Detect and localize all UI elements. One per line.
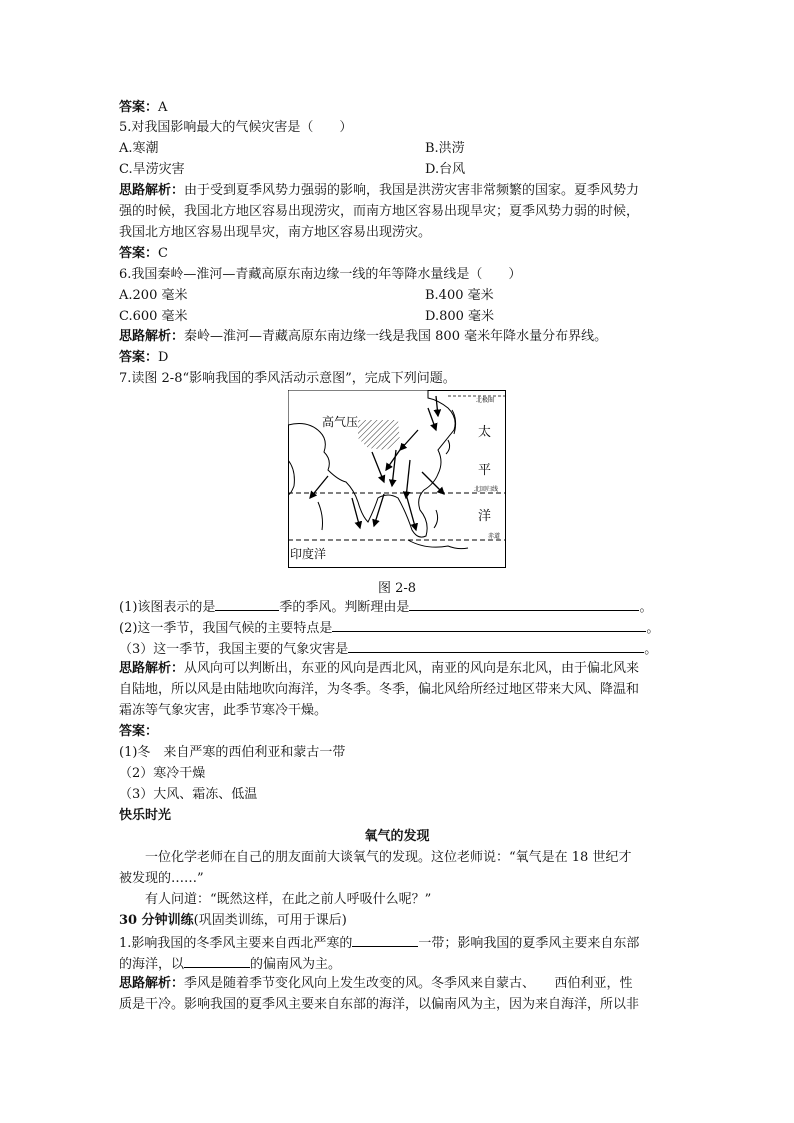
drill-question-1-line-2: 的海洋，以 的偏南风为主。 (119, 953, 341, 975)
answer-7-part-3: （3）大风、霜冻、低温 (119, 787, 258, 802)
question-6: 6.我国秦岭—淮河—青藏高原东南边缘一线的年等降水量线是（ ） (119, 267, 522, 282)
story-line-2: 被发现的……” (119, 871, 204, 886)
question-7-explanation-2: 自陆地，所以风是由陆地吹向海洋，为冬季。冬季，偏北风给所经过地区带来大风、降温和 (119, 682, 640, 697)
blank-weather-disasters[interactable] (348, 638, 644, 653)
drill-question-1-explanation-2: 质是干冷。影响我国的夏季风主要来自东部的海洋，以偏南风为主，因为来自海洋，所以非 (119, 997, 640, 1012)
map-label-indian-ocean: 印度洋 (290, 547, 327, 561)
answer-6: 答案：D (119, 350, 169, 365)
answer-7-label: 答案： (119, 724, 159, 739)
answer-7-part-2: （2）寒冷干燥 (119, 766, 206, 781)
map-label-equator: 赤道 (488, 533, 501, 540)
question-5: 5.对我国影响最大的气候灾害是（ ） (119, 120, 353, 135)
question-7-explanation-1: 思路解析：从风向可以判断出，东亚的风向是西北风，南亚的风向是东北风，由于偏北风来 (119, 661, 640, 676)
question-6-explanation: 思路解析：秦岭—淮河—青藏高原东南边缘一线是我国 800 毫米年降水量分布界线。 (119, 329, 608, 344)
section-happy-time: 快乐时光 (119, 808, 172, 823)
map-label-tropic-of-cancer: 北回归线 (474, 486, 499, 493)
question-5-options-ab: A.寒潮 B.洪涝 (119, 141, 465, 156)
question-5-explanation-1: 思路解析：由于受到夏季风势力强弱的影响，我国是洪涝灾害非常频繁的国家。夏季风势力 (119, 183, 640, 198)
drill-question-1-explanation-1: 思路解析：季风是随着季节变化风向上发生改变的风。冬季风来自蒙古、 西伯利亚，性 (119, 976, 633, 991)
story-line-1: 一位化学老师在自己的朋友面前大谈氧气的发现。这位老师说：“氧气是在 18 世纪才 (145, 850, 632, 865)
drill-question-1-line-1: 1.影响我国的冬季风主要来自西北严寒的 一带；影响我国的夏季风主要来自东部 (119, 932, 639, 954)
story-line-3: 有人问道：“既然这样，在此之前人呼吸什么呢？” (145, 892, 432, 907)
map-label-pacific-3: 洋 (478, 509, 492, 524)
question-5-explanation-2: 强的时候，我国北方地区容易出现涝灾，而南方地区容易出现旱灾；夏季风势力弱的时候， (119, 204, 640, 219)
question-5-explanation-3: 我国北方地区容易出现旱灾，南方地区容易出现涝灾。 (119, 225, 432, 240)
question-7-part-1: (1)该图表示的是 季的季风。判断理由是 。 (119, 596, 652, 618)
blank-reason[interactable] (409, 596, 639, 611)
blank-winter-source[interactable] (352, 932, 418, 947)
map-label-arctic-circle: 北极圈 (476, 397, 495, 404)
answer-7-part-1: (1)冬 来自严寒的西伯利亚和蒙古一带 (119, 745, 346, 760)
map-label-pacific-2: 平 (478, 463, 492, 478)
blank-climate-features[interactable] (332, 617, 646, 632)
question-7-explanation-3: 霜冻等气象灾害，此季节寒冷干燥。 (119, 703, 328, 718)
story-title: 氧气的发现 (364, 829, 430, 844)
question-7: 7.读图 2-8“影响我国的季风活动示意图”，完成下列问题。 (119, 371, 456, 386)
section-30-minute-drill: 30 分钟训练(巩固类训练，可用于课后) (119, 913, 347, 928)
monsoon-map-figure (288, 390, 506, 568)
question-6-options-cd: C.600 毫米 D.800 毫米 (119, 309, 495, 324)
blank-summer-direction[interactable] (184, 953, 250, 968)
question-5-options-cd: C.旱涝灾害 D.台风 (119, 162, 466, 177)
map-label-high-pressure: 高气压 (322, 415, 359, 429)
figure-caption: 图 2-8 (377, 581, 417, 596)
question-6-options-ab: A.200 毫米 B.400 毫米 (119, 288, 494, 303)
question-7-part-3: （3）这一季节，我国主要的气象灾害是 。 (119, 638, 657, 660)
blank-season[interactable] (215, 596, 279, 611)
question-7-part-2: (2)这一季节，我国气候的主要特点是 。 (119, 617, 659, 639)
answer-4: 答案：A (119, 100, 168, 115)
answer-5: 答案：C (119, 246, 168, 261)
map-label-pacific-1: 太 (478, 425, 492, 440)
